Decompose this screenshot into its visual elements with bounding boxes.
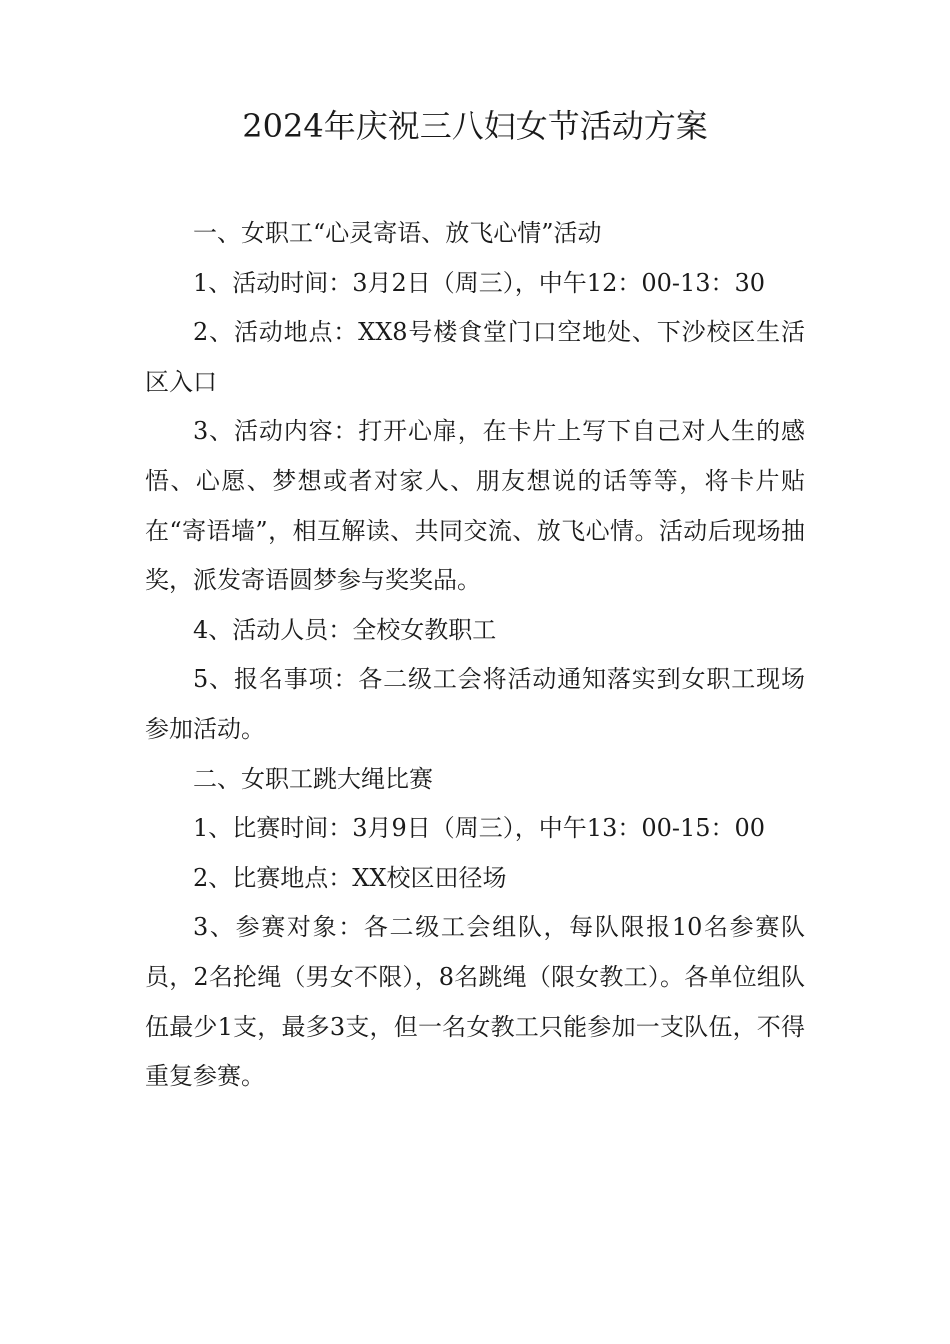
paragraph-activity-location: 2、活动地点：XX8号楼食堂门口空地处、下沙校区生活区入口 — [145, 318, 805, 396]
paragraph-competition-time: 1、比赛时间：3月9日（周三），中午13：00-15：00 — [193, 814, 766, 843]
paragraph-activity-time: 1、活动时间：3月2日（周三），中午12：00-13：30 — [193, 268, 766, 297]
paragraph-registration: 5、报名事项：各二级工会将活动通知落实到女职工现场参加活动。 — [145, 665, 805, 743]
paragraph-activity-content: 3、活动内容：打开心扉，在卡片上写下自己对人生的感悟、心愿、梦想或者对家人、朋友想说的话等等，将卡片贴在“寄语墙”，相互解读、共同交流、放飞心情。活动后现场抽奖，派发寄语圆梦参与奖奖品。 — [145, 417, 805, 595]
document-title: 2024年庆祝三八妇女节活动方案 — [242, 107, 708, 145]
document-body — [145, 209, 805, 1102]
section-heading-1: 一、女职工“心灵寄语、放飞心情”活动 — [193, 219, 602, 247]
paragraph-competition-location: 2、比赛地点：XX校区田径场 — [193, 863, 507, 892]
paragraph-activity-participants: 4、活动人员：全校女教职工 — [193, 615, 497, 644]
paragraph-participants-rules: 3、参赛对象：各二级工会组队，每队限报10名参赛队员，2名抡绳（男女不限），8名跳绳（限女教工）。各单位组队伍最少1支，最多3支，但一名女教工只能参加一支队伍，不得重复参赛。 — [145, 913, 805, 1091]
section-heading-2: 二、女职工跳大绳比赛 — [193, 764, 433, 793]
